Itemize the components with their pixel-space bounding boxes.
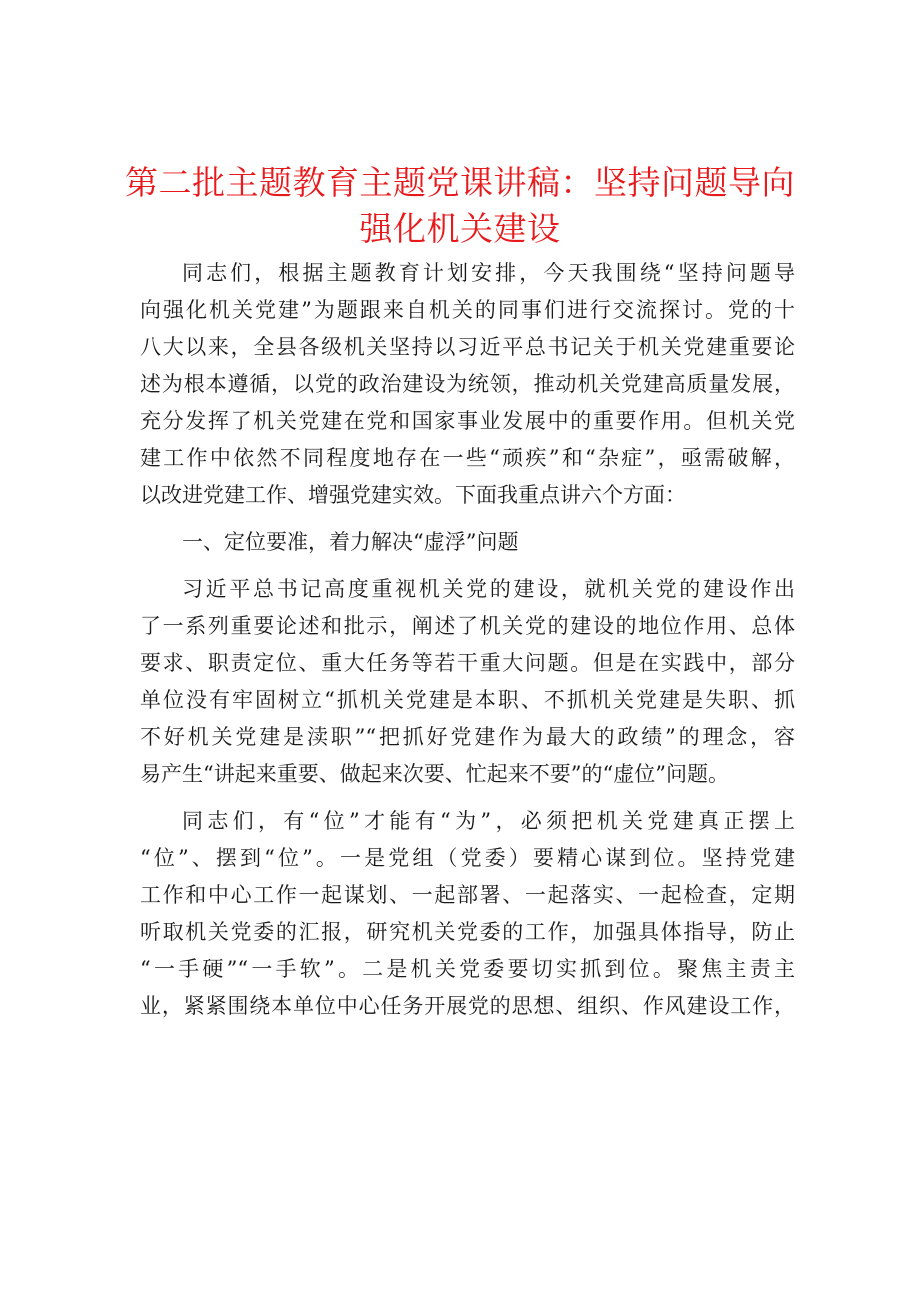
paragraph-line: 充分发挥了机关党建在党和国家事业发展中的重要作用。但机关党	[140, 409, 795, 433]
paragraph-line: “位”、摆到“位”。一是党组（党委）要精心谋到位。坚持党建	[140, 846, 795, 870]
paragraph-line: 不好机关党建是渎职”“把抓好党建作为最大的政绩”的理念，容	[140, 725, 795, 749]
document-body	[140, 255, 795, 1035]
paragraph-line: 要求、职责定位、重大任务等若干重大问题。但是在实践中，部分	[140, 651, 795, 675]
paragraph-line: 建工作中依然不同程度地存在一些“顽疾”和“杂症”，亟需破解，	[140, 446, 795, 470]
paragraph-line: 述为根本遵循，以党的政治建设为统领，推动机关党建高质量发展，	[140, 372, 795, 396]
title-line-2: 强化机关建设	[359, 209, 561, 248]
title-line-1: 第二批主题教育主题党课讲稿：坚持问题导向	[125, 163, 795, 202]
paragraph-line: 向强化机关党建”为题跟来自机关的同事们进行交流探讨。党的十	[140, 298, 795, 322]
paragraph-line: “一手硬”“一手软”。二是机关党委要切实抓到位。聚焦主责主	[140, 957, 795, 981]
section-heading-1	[140, 524, 795, 561]
paragraph-line: 以改进党建工作、增强党建实效。下面我重点讲六个方面：	[140, 483, 686, 507]
paragraph-line: 听取机关党委的汇报，研究机关党委的工作，加强具体指导，防止	[140, 920, 795, 944]
paragraph-line: 业，紧紧围绕本单位中心任务开展党的思想、组织、作风建设工作，	[140, 994, 795, 1018]
paragraph-section-1-a	[140, 571, 795, 793]
paragraph-line: 了一系列重要论述和批示，阐述了机关党的建设的地位作用、总体	[140, 614, 795, 638]
paragraph-line: 同志们，有“位”才能有“为”，必须把机关党建真正摆上	[182, 809, 795, 833]
paragraph-intro	[140, 255, 795, 514]
paragraph-line: 同志们，根据主题教育计划安排，今天我围绕“坚持问题导	[182, 261, 795, 285]
paragraph-line: 工作和中心工作一起谋划、一起部署、一起落实、一起检查，定期	[140, 883, 795, 907]
paragraph-line: 易产生“讲起来重要、做起来次要、忙起来不要”的“虚位”问题。	[140, 762, 729, 786]
paragraph-line: 单位没有牢固树立“抓机关党建是本职、不抓机关党建是失职、抓	[140, 688, 795, 712]
paragraph-line: 习近平总书记高度重视机关党的建设，就机关党的建设作出	[182, 577, 795, 601]
document-title	[120, 160, 800, 252]
section-heading-text: 一、定位要准，着力解决“虚浮”问题	[182, 530, 519, 554]
paragraph-section-1-b	[140, 803, 795, 1025]
paragraph-line: 八大以来，全县各级机关坚持以习近平总书记关于机关党建重要论	[140, 335, 795, 359]
